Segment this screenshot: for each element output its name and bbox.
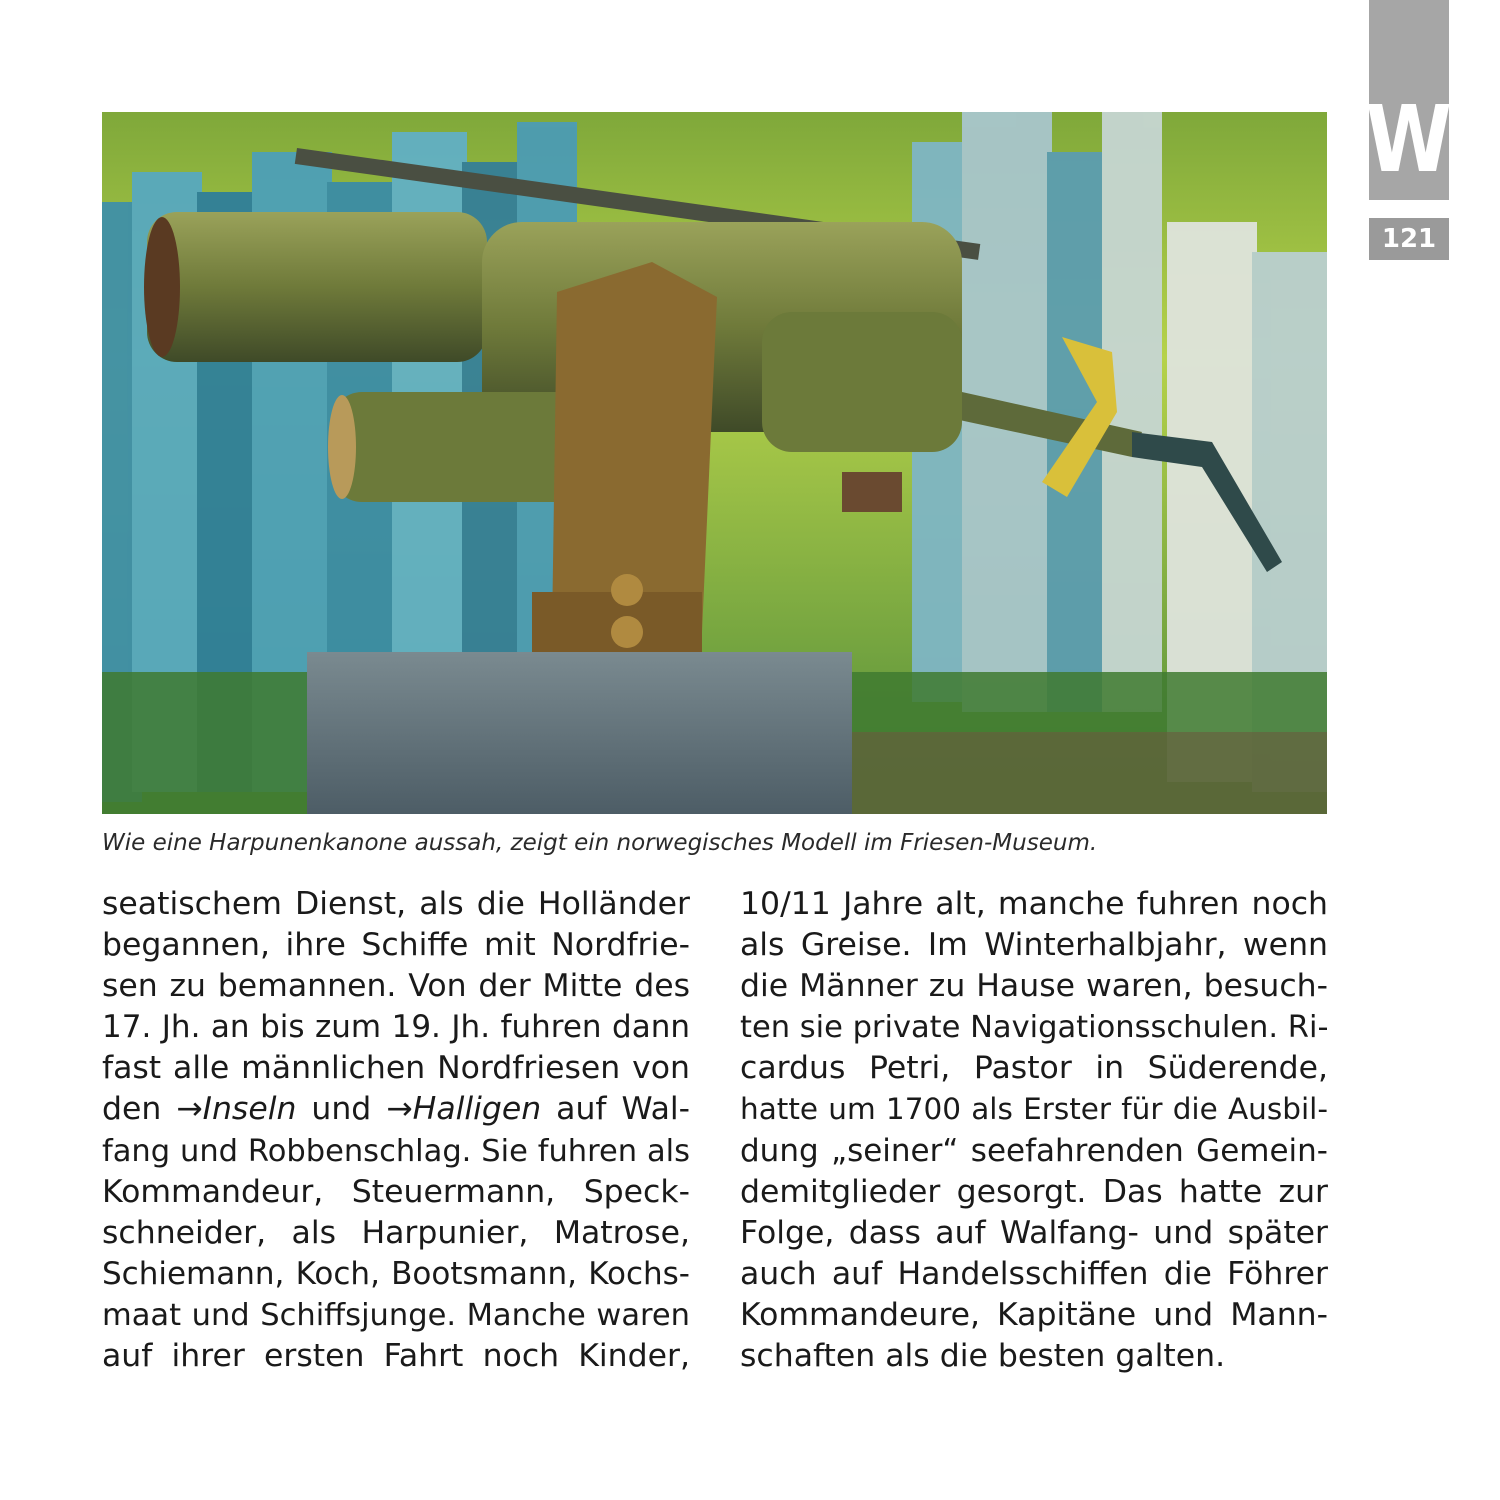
text-line: auch auf Handelsschiffen die Föhrer <box>740 1255 1328 1292</box>
text-line: dung „seiner“ seefahrenden Gemein- <box>740 1132 1328 1169</box>
text-line: 17. Jh. an bis zum 19. Jh. fuhren dann <box>102 1009 690 1046</box>
page-number: 121 <box>1369 218 1449 260</box>
text-line: Folge, dass auf Walfang- und später <box>740 1214 1328 1251</box>
text-line: auf ihrer ersten Fahrt noch Kinder, <box>102 1338 690 1375</box>
text-line: sen zu bemannen. Von der Mitte des <box>102 968 690 1005</box>
text-line: als Greise. Im Winterhalbjahr, wenn <box>740 927 1328 964</box>
text-line: 10/11 Jahre alt, manche fuhren noch <box>740 886 1328 922</box>
text-line: fast alle männlichen Nordfriesen von <box>102 1050 690 1087</box>
text-segment: und <box>296 1091 387 1128</box>
text-line: hatte um 1700 als Erster für die Ausbil- <box>740 1092 1328 1127</box>
text-line: Kommandeur, Steuermann, Speck- <box>102 1173 690 1210</box>
left-text-column <box>102 884 690 1377</box>
text-line: cardus Petri, Pastor in Süderende, <box>740 1050 1328 1087</box>
cross-reference-link[interactable]: →Inseln <box>176 1091 297 1128</box>
text-line: demitglieder gesorgt. Das hatte zur <box>740 1173 1328 1210</box>
text-line: die Männer zu Hause waren, besuch- <box>740 968 1328 1005</box>
text-segment: den <box>102 1091 177 1128</box>
harpoon-cannon-photo <box>102 112 1327 814</box>
thumb-index-tab <box>1365 0 1453 200</box>
cross-reference-link[interactable]: →Halligen <box>386 1091 542 1128</box>
text-line: begannen, ihre Schiffe mit Nordfrie- <box>102 927 690 964</box>
text-line: schaften als die besten galten. <box>740 1338 1226 1375</box>
text-line: fang und Robbenschlag. Sie fuhren als <box>102 1133 690 1169</box>
text-line: seatischem Dienst, als die Holländer <box>102 886 690 922</box>
thumb-index-letter: W <box>1365 86 1453 193</box>
text-line <box>102 1089 690 1130</box>
text-line: schneider, als Harpunier, Matrose, <box>102 1214 690 1251</box>
right-text-column <box>740 884 1328 1377</box>
text-line: Schiemann, Koch, Bootsmann, Kochs- <box>102 1255 690 1292</box>
text-line: maat und Schiffsjunge. Manche waren <box>102 1297 690 1333</box>
text-line: ten sie private Navigationsschulen. Ri- <box>740 1010 1329 1046</box>
text-segment: auf Wal- <box>541 1091 690 1128</box>
text-line: Kommandeure, Kapitäne und Mann- <box>740 1296 1328 1333</box>
photo-caption: Wie eine Harpunenkanone aussah, zeigt ein norwegisches Modell im Friesen-Museum. <box>102 830 1098 856</box>
